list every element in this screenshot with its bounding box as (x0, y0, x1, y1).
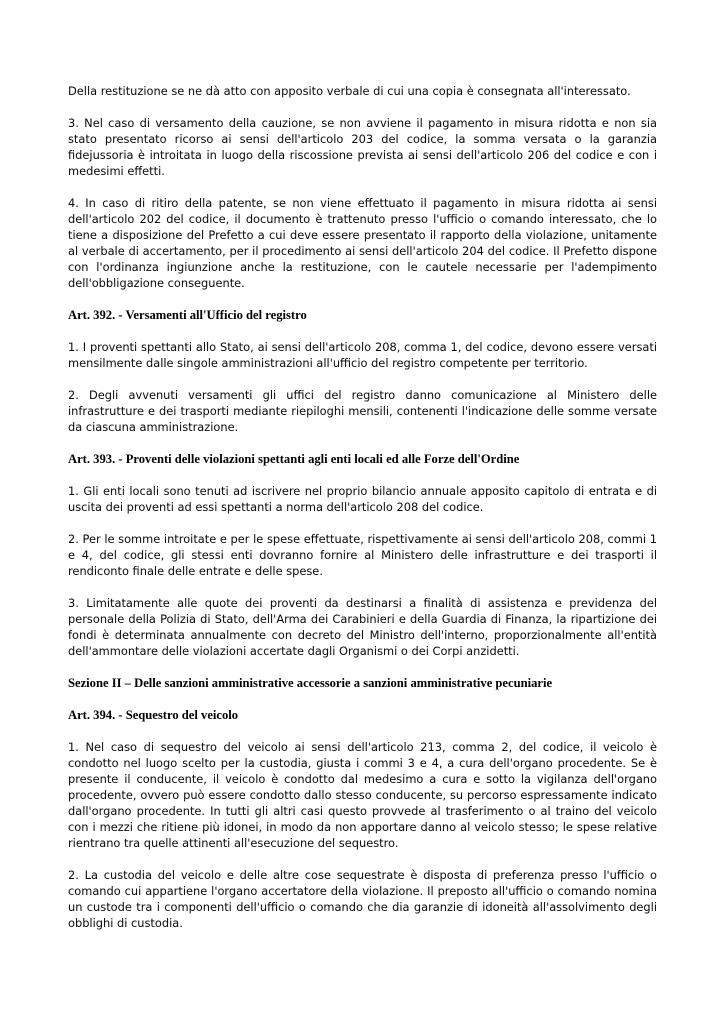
paragraph-394-2-custodia-veicolo: 2. La custodia del veicolo e delle altre cose sequestrate è disposta di preferenza presso l'ufficio o comando cui appartiene l'organo accertatore della violazione. Il preposto all'ufficio o comando nomina un custode tra i componenti dell'ufficio o comando che dia garanzie di idoneità all'assolvimento degli obblighi di custodia. (68, 868, 657, 930)
document-content (68, 83, 657, 931)
paragraph-393-2-somme-introitate: 2. Per le somme introitate e per le spese effettuate, rispettivamente ai sensi dell'articolo 208, commi 1 e 4, del codice, gli stessi enti dovranno fornire al Ministero delle infrastrutture e dei trasporti il rendiconto finale delle entrate e delle spese. (68, 532, 657, 578)
paragraph-4-ritiro-patente: 4. In caso di ritiro della patente, se non viene effettuato il pagamento in misura ridotta ai sensi dell'articolo 202 del codice, il documento è trattenuto presso l'ufficio o comando interessato, che lo tiene a disposizione del Prefetto a cui deve essere presentato il rapporto della violazione, unitamente al verbale di accertamento, per il procedimento ai sensi dell'articolo 204 del codice. Il Prefetto dispone con l'ordinanza ingiunzione anche la restituzione, con le cautele necessarie per l'adempimento dell'obbligazione conseguente. (68, 196, 657, 290)
sezione-ii-heading: Sezione II – Delle sanzioni amministrative accessorie a sanzioni amministrative pecuniarie (68, 676, 553, 690)
paragraph-393-3-quote-proventi: 3. Limitatamente alle quote dei proventi da destinarsi a finalità di assistenza e previdenza del personale della Polizia di Stato, dell'Arma dei Carabinieri e della Guardia di Finanza, la ripartizione dei fondi è determinata annualmente con decreto del Ministro dell'interno, proporzionalmente all'entità dell'ammontare delle violazioni accertate dagli Organismi o dei Corpi anzidetti. (68, 596, 657, 658)
paragraph-392-1-proventi-stato: 1. I proventi spettanti allo Stato, ai sensi dell'articolo 208, comma 1, del codice, devono essere versati mensilmente dalle singole amministrazioni all'ufficio del registro competente per territorio. (68, 340, 657, 370)
paragraph-393-1-enti-locali: 1. Gli enti locali sono tenuti ad iscrivere nel proprio bilancio annuale apposito capitolo di entrata e di uscita dei proventi ad essi spettanti a norma dell'articolo 208 del codice. (68, 484, 657, 514)
paragraph-392-2-avvenuti-versamenti: 2. Degli avvenuti versamenti gli uffici del registro danno comunicazione al Ministero delle infrastrutture e dei trasporti mediante riepiloghi mensili, contenenti l'indicazione delle somme versate da ciascuna amministrazione. (68, 388, 657, 434)
paragraph-394-1-sequestro-veicolo: 1. Nel caso di sequestro del veicolo ai sensi dell'articolo 213, comma 2, del codice, il veicolo è condotto nel luogo scelto per la custodia, giusta i commi 3 e 4, a cura dell'organo procedente. Se è presente il conducente, il veicolo è condotto dal medesimo a cura e sotto la vigilanza dell'organo procedente, ovvero può essere condotto dallo stesso conducente, su percorso espressamente indicato dall'organo procedente. In tutti gli altri casi questo provvede al trasferimento o al traino del veicolo con i mezzi che ritiene più idonei, in modo da non apportare danno al veicolo stesso; le spese relative rientrano tra quelle attinenti all'esecuzione del sequestro. (68, 740, 657, 850)
paragraph-3-versamento-cauzione: 3. Nel caso di versamento della cauzione, se non avviene il pagamento in misura ridotta e non sia stato presentato ricorso ai sensi dell'articolo 203 del codice, la somma versata o la garanzia fidejussoria è introitata in luogo della riscossione prevista ai sensi dell'articolo 206 del codice e con i medesimi effetti. (68, 116, 657, 178)
paragraph-restituzione-verbale: Della restituzione se ne dà atto con apposito verbale di cui una copia è consegnata all'interessato. (68, 84, 631, 98)
art-394-heading: Art. 394. - Sequestro del veicolo (68, 708, 239, 722)
art-392-heading: Art. 392. - Versamenti all'Ufficio del registro (68, 308, 307, 322)
art-393-heading: Art. 393. - Proventi delle violazioni spettanti agli enti locali ed alle Forze dell'Ordine (68, 452, 520, 466)
